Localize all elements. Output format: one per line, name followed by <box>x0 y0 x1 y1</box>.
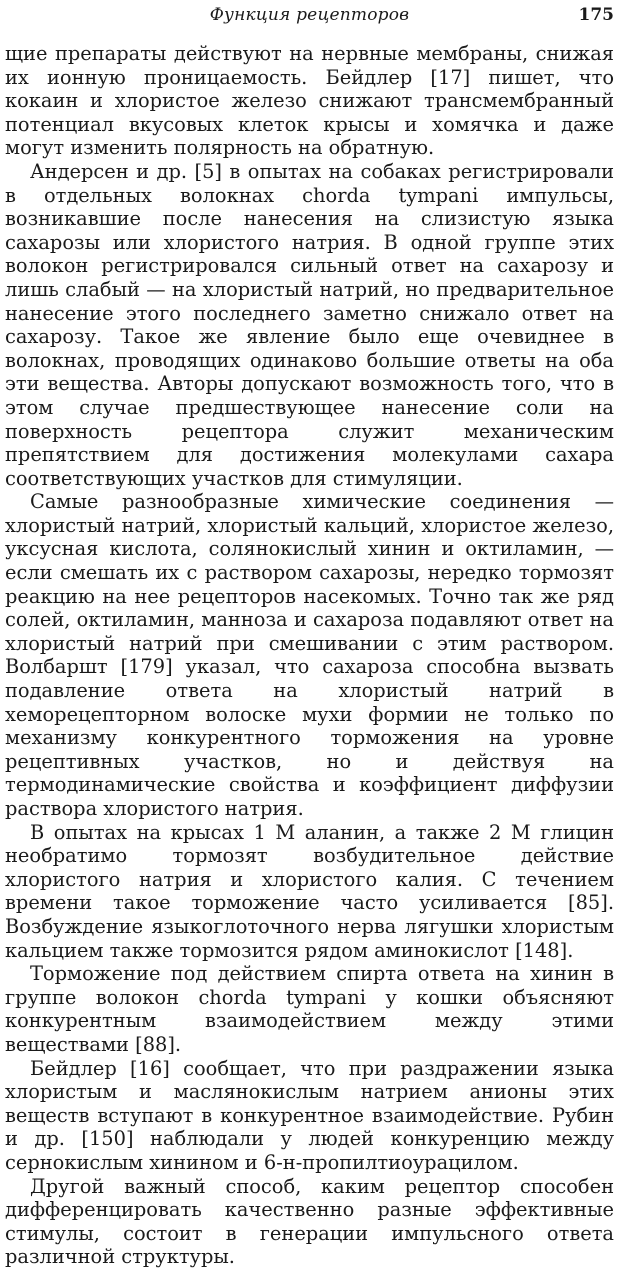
page-number: 175 <box>578 5 614 25</box>
running-head <box>5 4 614 38</box>
paragraph-4: В опытах на крысах 1 М аланин, а также 2 М глицин необратимо тормозят возбудительное действие хлористого натрия и хлористого калия. С течением времени такое торможение часто усиливается [85]. Возбуждение языкоглоточного нерва лягушки хлористым кальцием также тормозится рядом аминокислот [148]. <box>5 820 614 962</box>
paragraph-3: Самые разнообразные химические соединения — хлористый натрий, хлористый кальций, хлористое железо, уксусная кислота, солянокислый хинин и октиламин, — если смешать их с раствором сахарозы, нередко тормозят реакцию на нее рецепторов насекомых. Точно так же ряд солей, октиламин, манноза и сахароза подавляют ответ на хлористый натрий при смешивании с этим раствором. Волбаршт [179] указал, что сахароза способна вызвать подавление ответа на хлористый натрий в хеморецепторном волоске мухи формии не только по механизму конкурентного торможения на уровне рецептивных участков, но и действуя на термодинамические свойства и коэффициент диффузии раствора хлористого натрия. <box>5 490 614 820</box>
paragraph-6: Бейдлер [16] сообщает, что при раздражении языка хлористым и маслянокислым натрием анионы этих веществ вступают в конкурентное взаимодействие. Рубин и др. [150] наблюдали у людей конкуренцию между сернокислым хинином и 6-н-пропилтиоурацилом. <box>5 1056 614 1174</box>
running-title: Функция рецепторов <box>209 5 410 25</box>
paragraph-1: щие препараты действуют на нервные мембраны, снижая их ионную проницаемость. Бейдлер [17] пишет, что кокаин и хлористое железо снижают трансмембранный потенциал вкусовых клеток крысы и хомячка и даже могут изменить полярность на обратную. <box>5 42 614 160</box>
paragraph-2: Андерсен и др. [5] в опытах на собаках регистрировали в отдельных волокнах chorda tympani импульсы, возникавшие после нанесения на слизистую языка сахарозы или хлористого натрия. В одной группе этих волокон регистрировался сильный ответ на сахарозу и лишь слабый — на хлористый натрий, но предварительное нанесение этого последнего заметно снижало ответ на сахарозу. Такое же явление было еще очевиднее в волокнах, проводящих одинаково большие ответы на оба эти вещества. Авторы допускают возможность того, что в этом случае предшествующее нанесение соли на поверхность рецептора служит механическим препятствием для достижения молекулами сахара соответствующих участков для стимуляции. <box>5 159 614 490</box>
body-text <box>5 42 614 1269</box>
paragraph-5: Торможение под действием спирта ответа на хинин в группе волокон chorda tympani у кошки объясняют конкурентным взаимодействием между этими веществами [88]. <box>5 962 614 1056</box>
paragraph-7: Другой важный способ, каким рецептор способен дифференцировать качественно разные эффективные стимулы, состоит в генерации импульсного ответа различной структуры. <box>5 1174 614 1269</box>
